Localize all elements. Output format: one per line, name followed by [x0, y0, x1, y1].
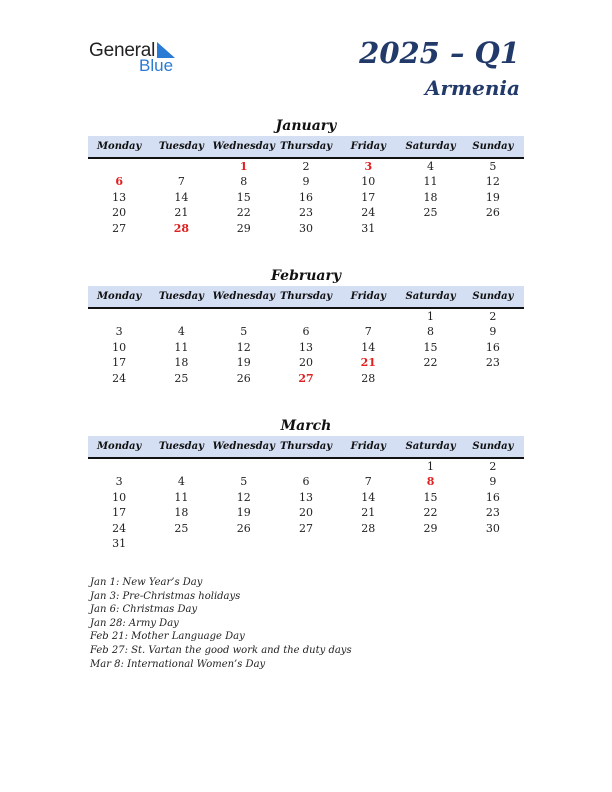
day-cell: 17: [112, 506, 127, 520]
day-cell: 22: [236, 206, 251, 220]
weekday-label: Saturday: [405, 291, 456, 302]
weekday-label: Thursday: [279, 291, 333, 302]
day-cell: 18: [174, 356, 189, 370]
day-cell: 9: [489, 325, 497, 339]
week-row: [88, 459, 524, 474]
weekday-label: Monday: [96, 441, 142, 452]
day-cell: 25: [174, 371, 189, 385]
day-cell: 22: [423, 506, 438, 520]
empty-day-cell: [337, 536, 399, 551]
day-cell: 30: [485, 521, 500, 535]
logo-word-blue: Blue: [139, 56, 174, 75]
empty-day-cell: [88, 459, 150, 474]
weekday-label: Sunday: [472, 141, 514, 152]
weekday-label: Tuesday: [158, 441, 204, 452]
weekday-label: Wednesday: [212, 441, 275, 452]
empty-day-cell: [399, 221, 461, 236]
weekday-label: Friday: [350, 441, 386, 452]
day-cell: 23: [485, 506, 500, 520]
day-cell: 13: [298, 340, 313, 354]
day-cell: 4: [427, 160, 435, 173]
day-cell: 17: [112, 356, 127, 370]
empty-day-cell: [399, 536, 461, 551]
day-cell: 5: [489, 160, 497, 173]
holiday-note: Jan 28: Army Day: [90, 617, 179, 629]
week-row: [88, 355, 524, 370]
week-row: [88, 309, 524, 324]
week-row: [88, 536, 524, 551]
week-row: [88, 521, 524, 536]
empty-day-cell: [337, 459, 399, 474]
day-cell: 14: [174, 190, 189, 204]
month-february: [88, 266, 524, 386]
day-cell: 24: [361, 206, 376, 220]
weekday-label: Saturday: [405, 441, 456, 452]
week-row: [88, 505, 524, 520]
week-row: [88, 474, 524, 489]
weekday-label: Saturday: [405, 141, 456, 152]
day-cell: 29: [423, 521, 438, 535]
day-cell: 25: [423, 206, 438, 220]
day-cell: 9: [302, 175, 310, 189]
day-cell: 10: [361, 175, 376, 189]
holiday-note: Jan 1: New Year’s Day: [90, 577, 203, 588]
day-cell: 10: [112, 490, 127, 504]
week-row: [88, 205, 524, 220]
day-cell: 27: [298, 371, 314, 385]
day-cell: 28: [361, 371, 376, 385]
logo: [89, 40, 199, 80]
day-cell: 4: [177, 325, 185, 339]
day-cell: 28: [173, 221, 190, 235]
weekday-label: Sunday: [472, 291, 514, 302]
week-row: [88, 340, 524, 355]
day-cell: 1: [427, 460, 435, 473]
day-cell: 9: [489, 475, 497, 489]
day-cell: 25: [174, 521, 189, 535]
week-row: [88, 221, 524, 236]
holiday-notes: [90, 576, 352, 671]
day-cell: 5: [240, 475, 248, 489]
empty-day-cell: [462, 536, 524, 551]
day-cell: 20: [298, 356, 313, 370]
day-cell: 7: [177, 175, 185, 189]
day-cell: 4: [177, 475, 185, 489]
day-cell: 21: [174, 206, 189, 220]
day-cell: 11: [174, 490, 189, 504]
page-title: 2025 – Q1: [359, 36, 520, 70]
weekday-header: [88, 136, 524, 159]
holiday-note: Feb 27: St. Vartan the good work and the duty days: [90, 644, 352, 656]
weekday-label: Wednesday: [212, 291, 275, 302]
day-cell: 19: [485, 190, 500, 204]
empty-day-cell: [462, 371, 524, 386]
day-cell: 17: [361, 190, 376, 204]
day-cell: 21: [360, 356, 376, 370]
holiday-note: Mar 8: International Women’s Day: [90, 658, 266, 670]
empty-day-cell: [213, 309, 275, 324]
weekday-label: Tuesday: [158, 141, 204, 152]
empty-day-cell: [337, 309, 399, 324]
holiday-note: Feb 21: Mother Language Day: [90, 631, 245, 643]
weekday-label: Monday: [96, 291, 142, 302]
day-cell: 1: [427, 310, 435, 323]
day-cell: 16: [485, 490, 500, 504]
day-cell: 28: [361, 521, 376, 535]
day-cell: 12: [236, 340, 251, 354]
day-cell: 12: [485, 175, 500, 189]
day-cell: 11: [174, 340, 189, 354]
month-march: [88, 416, 524, 551]
day-cell: 16: [485, 340, 500, 354]
empty-day-cell: [150, 309, 212, 324]
day-cell: 2: [302, 160, 310, 173]
day-cell: 8: [427, 325, 435, 339]
weekday-label: Friday: [350, 141, 386, 152]
weekday-header: [88, 286, 524, 309]
weekday-label: Wednesday: [212, 141, 275, 152]
empty-day-cell: [275, 536, 337, 551]
empty-day-cell: [150, 159, 212, 174]
day-cell: 26: [485, 206, 500, 220]
month-january: [88, 116, 524, 236]
empty-day-cell: [213, 459, 275, 474]
empty-day-cell: [88, 309, 150, 324]
day-cell: 7: [364, 475, 372, 489]
day-cell: 5: [240, 325, 248, 339]
day-cell: 7: [364, 325, 372, 339]
day-cell: 20: [112, 206, 127, 220]
day-cell: 27: [298, 521, 313, 535]
day-cell: 21: [361, 506, 376, 520]
empty-day-cell: [150, 459, 212, 474]
day-cell: 2: [489, 460, 497, 473]
month-name: January: [275, 118, 337, 134]
empty-day-cell: [275, 459, 337, 474]
country-subtitle: Armenia: [424, 76, 520, 100]
day-cell: 24: [112, 521, 127, 535]
month-name: February: [270, 268, 341, 284]
day-cell: 10: [112, 340, 127, 354]
day-cell: 23: [485, 356, 500, 370]
day-cell: 3: [115, 475, 123, 489]
empty-day-cell: [150, 536, 212, 551]
week-row: [88, 190, 524, 205]
day-cell: 29: [236, 221, 251, 235]
day-cell: 26: [236, 521, 251, 535]
day-cell: 3: [115, 325, 123, 339]
day-cell: 24: [112, 371, 127, 385]
week-row: [88, 324, 524, 339]
day-cell: 6: [302, 325, 310, 339]
weekday-label: Friday: [350, 291, 386, 302]
month-name: March: [280, 418, 332, 434]
week-row: [88, 174, 524, 189]
day-cell: 22: [423, 356, 438, 370]
day-cell: 31: [361, 221, 376, 235]
day-cell: 14: [361, 490, 376, 504]
weekday-label: Tuesday: [158, 291, 204, 302]
empty-day-cell: [275, 309, 337, 324]
day-cell: 15: [236, 190, 251, 204]
week-row: [88, 159, 524, 174]
day-cell: 3: [364, 160, 373, 173]
weekday-label: Monday: [96, 141, 142, 152]
day-cell: 30: [298, 221, 313, 235]
holiday-note: Jan 3: Pre-Christmas holidays: [90, 590, 241, 602]
day-cell: 27: [112, 221, 127, 235]
day-cell: 12: [236, 490, 251, 504]
day-cell: 15: [423, 490, 438, 504]
weekday-label: Thursday: [279, 441, 333, 452]
week-row: [88, 371, 524, 386]
weekday-label: Sunday: [472, 441, 514, 452]
day-cell: 18: [423, 190, 438, 204]
day-cell: 6: [302, 475, 310, 489]
weekday-label: Thursday: [279, 141, 333, 152]
weekday-header: [88, 436, 524, 459]
day-cell: 20: [298, 506, 313, 520]
logo-word-general: General: [89, 40, 156, 61]
day-cell: 2: [489, 310, 497, 323]
day-cell: 13: [298, 490, 313, 504]
day-cell: 8: [426, 475, 435, 489]
day-cell: 26: [236, 371, 251, 385]
empty-day-cell: [462, 221, 524, 236]
day-cell: 11: [423, 175, 438, 189]
empty-day-cell: [213, 536, 275, 551]
day-cell: 19: [236, 506, 251, 520]
empty-day-cell: [399, 371, 461, 386]
day-cell: 31: [112, 536, 127, 550]
day-cell: 23: [298, 206, 313, 220]
week-row: [88, 490, 524, 505]
day-cell: 16: [298, 190, 313, 204]
day-cell: 19: [236, 356, 251, 370]
holiday-note: Jan 6: Christmas Day: [90, 604, 198, 616]
day-cell: 1: [239, 160, 248, 173]
day-cell: 13: [112, 190, 127, 204]
empty-day-cell: [88, 159, 150, 174]
day-cell: 14: [361, 340, 376, 354]
day-cell: 18: [174, 506, 189, 520]
day-cell: 15: [423, 340, 438, 354]
day-cell: 6: [115, 175, 123, 189]
day-cell: 8: [240, 175, 248, 189]
